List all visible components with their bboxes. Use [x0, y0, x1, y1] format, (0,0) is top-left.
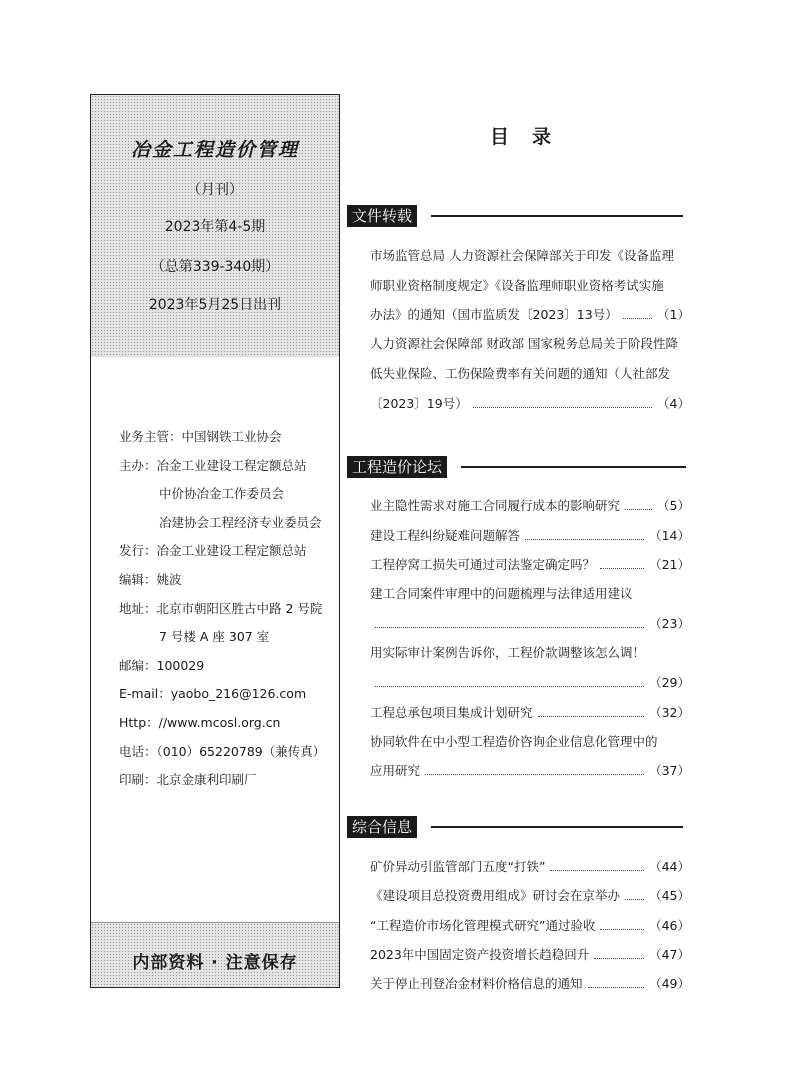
toc-entry[interactable] [370, 703, 690, 723]
toc-entry[interactable] [370, 974, 690, 994]
toc-entry-text: 工程停窝工损失可通过司法鉴定确定吗？ [370, 557, 596, 572]
journal-frequency: （月刊） [187, 182, 243, 198]
toc-entry[interactable] [370, 761, 690, 781]
toc-entry[interactable] [370, 364, 690, 384]
toc-entry[interactable] [370, 276, 690, 296]
toc-entry[interactable] [370, 496, 690, 516]
cohost-line: 冶建协会工程经济专业委员会 [159, 514, 322, 530]
toc-entry[interactable] [370, 673, 690, 693]
cohost-line: 中价协冶金工作委员会 [159, 486, 285, 502]
toc-entry-text: 2023年中国固定资产投资增长趋稳回升 [370, 947, 590, 962]
page-number: （32） [649, 705, 690, 720]
email-line: E-mail：yaobo_216@126.com [119, 686, 307, 702]
dot-leader [375, 686, 644, 687]
footer-block [91, 922, 339, 987]
toc-entry-text: 应用研究 [370, 763, 421, 778]
page-number: （49） [649, 976, 690, 991]
section-rule [431, 215, 683, 217]
page-number: （21） [649, 557, 690, 572]
section-label: 文件转载 [347, 205, 417, 227]
toc-entry[interactable] [370, 732, 690, 752]
toc-entry[interactable] [370, 584, 690, 604]
section-header [347, 205, 683, 227]
toc-entry-text: 业主隐性需求对施工合同履行成本的影响研究 [370, 498, 621, 513]
page-number: （45） [649, 888, 690, 903]
toc-entry[interactable] [370, 886, 690, 906]
issuer-line: 发行：冶金工业建设工程定额总站 [119, 543, 307, 559]
toc-entry-text: 办法》的通知（国市监质发〔2023〕13号） [370, 307, 618, 322]
dot-leader [525, 539, 644, 540]
journal-title: 冶金工程造价管理 [130, 139, 299, 161]
page-number: （14） [649, 528, 690, 543]
journal-total-issue: （总第339-340期） [150, 259, 280, 275]
toc-entry[interactable] [370, 305, 690, 325]
toc-entry-text: 关于停止刊登冶金材料价格信息的通知 [370, 976, 583, 991]
phone-line: 电话：（010）65220789（兼传真） [119, 743, 326, 759]
journal-issue: 2023年第4-5期 [164, 219, 266, 235]
host-line: 主办：冶金工业建设工程定额总站 [119, 457, 307, 473]
page-number: （46） [649, 918, 690, 933]
page-number: （47） [649, 947, 690, 962]
section-rule [431, 826, 683, 828]
toc-entry[interactable] [370, 526, 690, 546]
toc-entry[interactable] [370, 614, 690, 634]
dot-leader [550, 870, 644, 871]
toc-entry[interactable] [370, 945, 690, 965]
toc-entry[interactable] [370, 555, 690, 575]
masthead-block [91, 95, 339, 357]
toc-entry-text: 人力资源社会保障部 财政部 国家税务总局关于阶段性降 [370, 336, 678, 351]
section-label: 工程造价论坛 [347, 456, 447, 478]
dot-leader [625, 509, 652, 510]
postcode-line: 邮编：100029 [119, 657, 205, 673]
toc-entry[interactable] [370, 916, 690, 936]
section-header [347, 456, 686, 478]
supervisor-line: 业务主管：中国钢铁工业协会 [119, 429, 282, 444]
dot-leader [473, 407, 652, 408]
toc-entry[interactable] [370, 643, 690, 663]
address-line: 地址：北京市朝阳区胜古中路 2 号院 [119, 600, 323, 616]
toc-entry-text: 矿价异动引监管部门五度“打铁” [370, 859, 546, 874]
dot-leader [623, 318, 652, 319]
publisher-info [119, 423, 341, 795]
toc-entry-text: 用实际审计案例告诉你，工程价款调整该怎么调！ [370, 645, 646, 660]
dot-leader [625, 899, 644, 900]
journal-publish-date: 2023年5月25日出刊 [148, 297, 282, 313]
page-number: （1） [657, 307, 690, 322]
address-line: 7 号楼 A 座 307 室 [159, 629, 270, 645]
page-number: （23） [649, 616, 690, 631]
toc-entry-text: 建工合同案件审理中的问题梳理与法律适用建议 [370, 586, 633, 601]
dot-leader [588, 987, 645, 988]
toc-title: 目 录 [490, 126, 554, 148]
page-number: （44） [649, 859, 690, 874]
toc-entry[interactable] [370, 246, 690, 266]
toc-entry-text: “工程造价市场化管理模式研究”通过验收 [370, 918, 596, 933]
section-header [347, 816, 683, 838]
editor-line: 编辑：姚波 [119, 571, 182, 587]
page-number: （5） [657, 498, 690, 513]
dot-leader [600, 568, 644, 569]
toc-entry-text: 建设工程纠纷疑难问题解答 [370, 528, 521, 543]
section-label: 综合信息 [347, 816, 417, 838]
page-number: （37） [649, 763, 690, 778]
toc-entry-text: 市场监管总局 人力资源社会保障部关于印发《设备监理 [370, 248, 674, 263]
toc-entry[interactable] [370, 334, 690, 354]
printer-line: 印刷：北京金康利印刷厂 [119, 772, 257, 788]
dot-leader [375, 627, 644, 628]
dot-leader [594, 958, 644, 959]
toc-entry-text: 〔2023〕19号） [370, 396, 468, 411]
toc-entry-text: 工程总承包项目集成计划研究 [370, 705, 533, 720]
page-number: （4） [657, 396, 690, 411]
dot-leader [600, 929, 644, 930]
toc-entry-text: 《建设项目总投资费用组成》研讨会在京举办 [370, 888, 621, 903]
page-number: （29） [649, 675, 690, 690]
website-line: Http：//www.mcosl.org.cn [119, 714, 281, 730]
toc-entry-text: 师职业资格制度规定》《设备监理师职业资格考试实施 [370, 278, 664, 293]
toc-entry[interactable] [370, 857, 690, 877]
footer-note: 内部资料 · 注意保存 [132, 953, 298, 973]
dot-leader [538, 716, 645, 717]
toc-entry[interactable] [370, 394, 690, 414]
journal-info-panel [90, 94, 340, 988]
toc-entry-text: 低失业保险、工伤保险费率有关问题的通知（人社部发 [370, 366, 671, 381]
section-rule [461, 466, 686, 468]
toc-entry-text: 协同软件在中小型工程造价咨询企业信息化管理中的 [370, 734, 658, 749]
dot-leader [425, 774, 644, 775]
